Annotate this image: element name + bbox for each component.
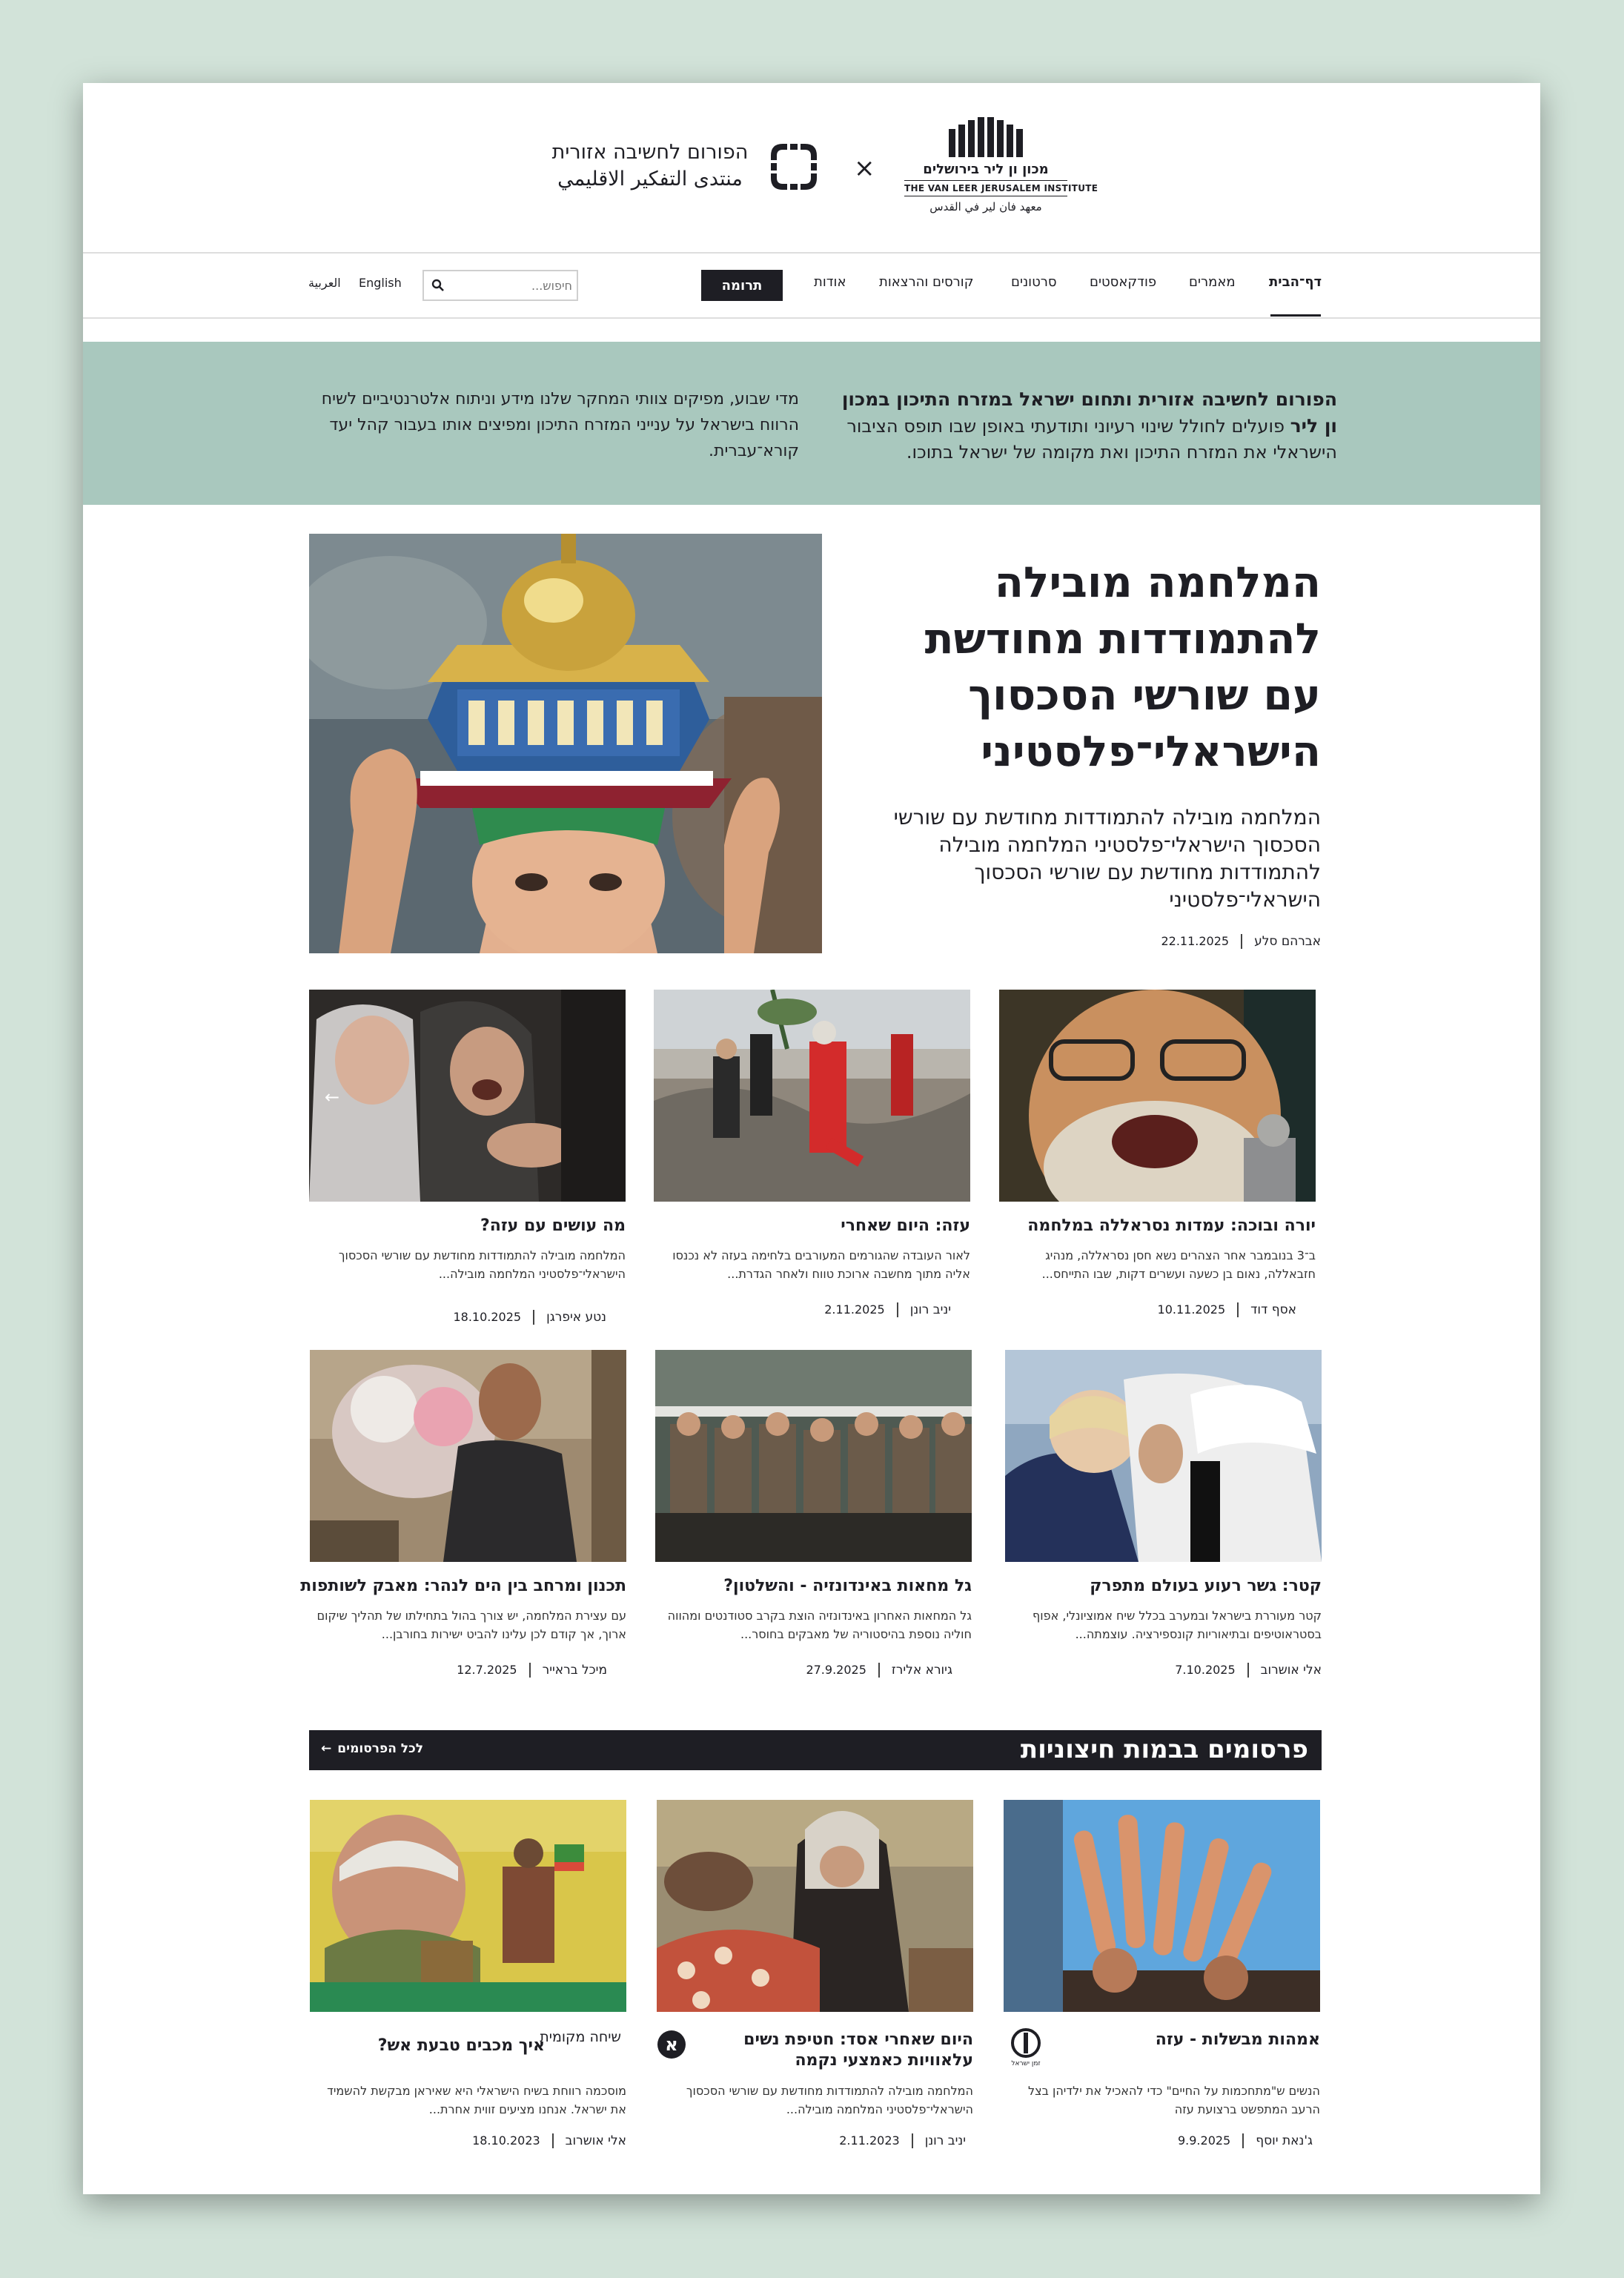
byline-separator: [878, 1663, 880, 1678]
article-thumb[interactable]: [999, 990, 1316, 1202]
article-card[interactable]: [655, 1350, 972, 1698]
external-excerpt: המלחמה מובילה להתמודדות מחודשת עם שורשי הסכסוך הישראלי־פלסטיני המלחמה מובילה...: [686, 2084, 973, 2116]
article-date: 12.7.2025: [457, 1663, 517, 1677]
hero-subtitle: המלחמה מובילה להתמודדות מחודשת עם שורשי הסכסוך הישראלי־פלסטיני המלחמה מובילה להתמודדות מחודשת עם שורשי הסכסוך הישראלי־פלסטיני: [893, 805, 1321, 912]
article-title[interactable]: יורה ובוכה: עמדות נסראללה במלחמה: [1027, 1216, 1316, 1235]
forum-name-he: הפורום לחשיבה אזורית: [551, 141, 749, 164]
external-photo: [310, 1800, 626, 2012]
article-photo: [1005, 1350, 1322, 1562]
external-excerpt: הנשים ש"מתחכמות על החיים" כדי להאכיל את ילדיהן בצל הרעב המתפשט ברצועת עזה: [1028, 2084, 1320, 2116]
article-author[interactable]: גיורא אלירז: [891, 1663, 952, 1678]
article-byline: [824, 1302, 951, 1317]
article-title[interactable]: מה עושים עם עזה?: [480, 1216, 626, 1235]
external-author[interactable]: יניב רונן: [924, 2133, 966, 2148]
byline-separator: [897, 1302, 898, 1317]
banner-text-1: [836, 386, 1337, 466]
external-excerpt: מוסכמה רווחת בשיח הישראלי היא שאיראן מבקשת להשמיד את ישראל. אנחנו מציעים זווית אחרת...: [327, 2084, 626, 2116]
vanleer-logo[interactable]: [904, 116, 1098, 227]
external-thumb[interactable]: [1004, 1800, 1320, 2012]
byline-separator: [552, 2133, 554, 2148]
hero-image[interactable]: [309, 534, 822, 953]
external-card[interactable]: [1004, 1800, 1320, 2148]
article-date: 10.11.2025: [1157, 1302, 1226, 1317]
article-card[interactable]: [999, 990, 1316, 1338]
page: [83, 83, 1540, 2194]
external-author[interactable]: אלי אושרוב: [565, 2133, 626, 2148]
nav-courses[interactable]: קורסים והרצאות: [879, 274, 974, 290]
vanleer-name-ar: معهد فان لير في القدس: [929, 200, 1042, 213]
article-thumb[interactable]: [309, 990, 626, 1202]
byline-separator: [529, 1663, 531, 1678]
nav-podcasts[interactable]: פודקאסטים: [1090, 274, 1157, 290]
nav-about[interactable]: אודות: [814, 274, 846, 290]
all-publications-link[interactable]: [321, 1741, 423, 1756]
hero-author[interactable]: אברהם סלע: [1254, 934, 1321, 949]
byline-separator: [1241, 934, 1242, 949]
article-title[interactable]: תכנון ומרחב בין הים לנהר: מאבק לשותפות: [300, 1577, 626, 1595]
logo-separator: ×: [854, 153, 875, 183]
article-card[interactable]: [300, 1350, 626, 1698]
hero-title[interactable]: המלחמה מובילה להתמודדות מחודשת עם שורשי הסכסוך הישראלי־פלסטיני: [924, 558, 1321, 776]
article-author[interactable]: אסף דוד: [1250, 1302, 1296, 1317]
article-byline: [1175, 1663, 1322, 1678]
main-nav: [83, 252, 1540, 319]
all-publications-label: לכל הפרסומים: [337, 1741, 423, 1756]
article-title[interactable]: עזה: היום שאחרי: [841, 1216, 970, 1235]
lang-arabic[interactable]: العربية: [308, 276, 341, 290]
source-label: שיחה מקומית: [540, 2029, 621, 2045]
hero-photo: [309, 534, 822, 953]
external-title[interactable]: איך מכבים טבעת אש?: [377, 2036, 545, 2055]
external-card[interactable]: [310, 1800, 626, 2148]
article-author[interactable]: אלי אושרוב: [1260, 1663, 1322, 1678]
external-date: 9.9.2025: [1177, 2133, 1231, 2148]
external-byline: [839, 2133, 966, 2148]
vanleer-name-he: מכון ון ליר בירושלים: [923, 162, 1049, 177]
article-author[interactable]: יניב רונן: [909, 1302, 951, 1317]
external-byline: [1178, 2133, 1313, 2148]
article-thumb[interactable]: [310, 1350, 626, 1562]
article-photo: [654, 990, 970, 1202]
logo-bar: [83, 83, 1540, 252]
source-logo: [657, 2030, 686, 2059]
forum-logo-icon: [768, 141, 820, 193]
article-byline: [806, 1663, 952, 1678]
article-author[interactable]: נטע איפרגן: [546, 1310, 606, 1325]
article-thumb[interactable]: [655, 1350, 972, 1562]
article-photo: [309, 990, 626, 1202]
article-byline: [453, 1310, 606, 1325]
zman-israel-logo-icon: [1004, 2027, 1048, 2068]
external-date: 2.11.2023: [839, 2133, 900, 2148]
article-excerpt: ב־3 בנובמבר אחר הצהרים נשא חסן נסראללה, מנהיג חזבאללה, נאום בן כשעה ועשרים דקות, שבו התייחס...: [1041, 1248, 1316, 1281]
carousel-prev-icon[interactable]: ←: [324, 1087, 340, 1107]
source-label: א: [665, 2034, 678, 2055]
article-byline: [1158, 1302, 1296, 1317]
byline-separator: [1247, 1663, 1249, 1678]
donate-button[interactable]: תרומה: [701, 270, 783, 301]
article-thumb[interactable]: [654, 990, 970, 1202]
external-author[interactable]: ג'נאת יוסף: [1256, 2133, 1313, 2148]
article-title[interactable]: גל מחאות באינדונזיה - והשלטון?: [723, 1577, 972, 1595]
external-photo: [657, 1800, 973, 2012]
article-card[interactable]: [1005, 1350, 1322, 1698]
article-date: 18.10.2025: [453, 1310, 522, 1324]
article-date: 7.10.2025: [1175, 1663, 1236, 1677]
source-logo: [532, 2030, 621, 2059]
search-input[interactable]: [454, 271, 572, 299]
external-section-title: פרסומים בבמות חיצוניות: [1020, 1735, 1308, 1764]
article-photo: [310, 1350, 626, 1562]
article-photo: [655, 1350, 972, 1562]
external-title[interactable]: אמהות מבשלות - עזה: [1155, 2030, 1320, 2049]
arrow-left-icon: ←: [321, 1741, 332, 1756]
source-logo-icon: [657, 2030, 686, 2059]
external-thumb[interactable]: [310, 1800, 626, 2012]
nav-home[interactable]: דף־הבית: [1269, 274, 1322, 290]
hero-date: 22.11.2025: [1161, 934, 1230, 948]
nav-active-indicator: [1270, 314, 1321, 317]
article-excerpt: עם עצירת המלחמה, יש צורך בהול בתחילתו של תהליך שיקום ארוך, אך קודם לכן עלינו להביט ישירות בחורבן...: [316, 1609, 626, 1641]
search-box[interactable]: [422, 270, 578, 301]
byline-separator: [1237, 1302, 1239, 1317]
article-card[interactable]: [309, 990, 626, 1338]
nav-videos[interactable]: סרטונים: [1011, 274, 1057, 290]
external-title[interactable]: היום שאחרי אסד: חטיפת נשים עלאוויות כאמצעי נקמה: [743, 2030, 973, 2070]
article-byline: [457, 1663, 607, 1678]
search-icon[interactable]: [431, 279, 445, 292]
article-excerpt: לאור העובדה שהגורמים המעורבים בלחימה בעזה לא נכנסו אליה מתוך מחשבה ארוכת טווח ולאחר הגדרת...: [672, 1248, 970, 1281]
external-card[interactable]: [657, 1800, 973, 2148]
article-author[interactable]: מיכל בראייר: [542, 1663, 607, 1678]
article-photo: [999, 990, 1316, 1202]
article-date: 27.9.2025: [806, 1663, 866, 1677]
article-date: 2.11.2025: [824, 1302, 885, 1317]
vanleer-logo-icon: [947, 116, 1024, 157]
hero-byline: [1161, 934, 1321, 949]
banner-text-1-bold: הפורום לחשיבה אזורית ותחום ישראל במזרח התיכון במכון ון ליר: [841, 388, 1337, 437]
article-excerpt: המלחמה מובילה להתמודדות מחודשת עם שורשי הסכסוך הישראלי־פלסטיני המלחמה מובילה...: [338, 1248, 626, 1281]
lang-english[interactable]: English: [359, 276, 402, 290]
vanleer-name-en: THE VAN LEER JERUSALEM INSTITUTE: [904, 180, 1067, 196]
forum-name-ar: منتدى التفكير الاقليمي: [557, 168, 743, 191]
article-excerpt: גל המחאות האחרון באינדונזיה הוצת בקרב סטודנטים ומהווה חוליה נוספת בהיסטוריה של מאבקים בחוסר...: [667, 1609, 972, 1641]
external-byline: [472, 2133, 626, 2148]
byline-separator: [1242, 2133, 1244, 2148]
banner-text-2: מדי שבוע, מפיקים צוותי המחקר שלנו מידע וניתוח אלטרנטיביים לשיח הרווח בישראל על ענייני המזרח התיכון ומפיצים אותו בעבור קהל יעד קורא־עברית.: [321, 390, 799, 460]
source-label: זמן ישראל: [1011, 2060, 1041, 2067]
external-thumb[interactable]: [657, 1800, 973, 2012]
byline-separator: [912, 2133, 913, 2148]
article-title[interactable]: קטר: גשר רעוע בעולם מתפרק: [1090, 1577, 1322, 1595]
banner-text-1-rest: פועלים לחולל שינוי רעיוני ותודעתי באופן שבו תופס הציבור הישראלי את המזרח התיכון ואת מקומה של ישראל בתוכו.: [846, 416, 1337, 463]
article-card[interactable]: [654, 990, 970, 1338]
nav-articles[interactable]: מאמרים: [1189, 274, 1236, 290]
external-publications-header: [309, 1730, 1322, 1770]
article-thumb[interactable]: [1005, 1350, 1322, 1562]
external-photo: [1004, 1800, 1320, 2012]
external-date: 18.10.2023: [472, 2133, 540, 2148]
byline-separator: [533, 1310, 534, 1325]
intro-banner: [83, 342, 1540, 505]
article-excerpt: קטר מעוררת בישראל ובמערב בכלל שיח אמוציונלי, אפוף בסטראוטיפים ובתיאוריות קונספירציה. עוצמתה...: [1033, 1609, 1322, 1641]
forum-logo-text[interactable]: [543, 139, 758, 193]
